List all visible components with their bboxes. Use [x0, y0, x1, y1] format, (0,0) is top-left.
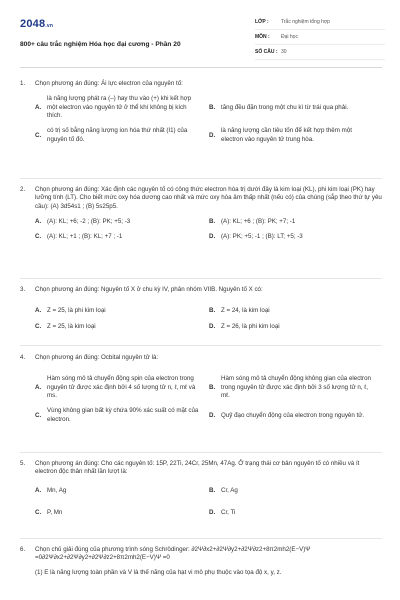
- question-divider: [20, 278, 382, 279]
- question-divider: [20, 345, 382, 346]
- site-logo[interactable]: [20, 17, 53, 32]
- option-letter: A.: [35, 486, 42, 494]
- document-meta: [255, 15, 385, 60]
- meta-count-value: 30: [281, 48, 287, 55]
- option-text: (A): KL; +6; -2 ; (B): PK; +5; -3: [47, 218, 131, 226]
- logo-text: 2048: [20, 18, 46, 30]
- option-b[interactable]: [209, 218, 383, 226]
- document-title: 800+ câu trắc nghiệm Hóa học đại cương - Phần 20: [20, 41, 181, 48]
- question-1: [20, 80, 382, 144]
- option-letter: C.: [35, 509, 42, 517]
- option-b[interactable]: [209, 95, 383, 120]
- question-text: Chọn phương án đúng: Nguyên tố X ở chu kỳ IV, phân nhóm VIIB. Nguyên tố X có:: [35, 286, 263, 293]
- meta-class-row: [255, 15, 385, 30]
- question-5: [20, 460, 382, 517]
- option-letter: B.: [209, 218, 216, 226]
- option-letter: C.: [35, 233, 42, 241]
- option-d[interactable]: [209, 509, 383, 517]
- option-text: là năng lượng phát ra (–) hay thu vào (+) khi kết hợp một electron vào nguyên tử ở thể khí không bị kích thích.: [47, 95, 192, 120]
- option-text: là năng lượng cần tiêu tốn để kết hợp thêm một electron vào nguyên tử trung hòa.: [221, 127, 352, 143]
- option-letter: A.: [35, 218, 42, 226]
- option-c[interactable]: [35, 127, 209, 144]
- answer-options: [35, 218, 382, 242]
- meta-class-value: Trắc nghiệm tổng hợp: [281, 18, 330, 25]
- option-letter: C.: [35, 411, 42, 419]
- document-header: [20, 10, 382, 68]
- option-letter: B.: [209, 486, 216, 494]
- option-letter: B.: [209, 307, 216, 315]
- option-text: Z = 26, là phi kim loại: [221, 322, 280, 330]
- option-text: P, Mn: [47, 509, 63, 517]
- option-letter: A.: [35, 103, 42, 111]
- option-a[interactable]: [35, 218, 209, 226]
- option-text: Hàm sóng mô tả chuyển động không gian của electron trong nguyên tử được xác định bởi 3 số lượng tử n, ℓ, mℓ.: [221, 375, 371, 400]
- option-a[interactable]: [35, 95, 209, 120]
- answer-options: [35, 307, 382, 331]
- option-text: Quỹ đạo chuyển động của electron trong nguyên tử.: [221, 411, 365, 419]
- option-b[interactable]: [209, 375, 383, 400]
- option-text: (A): PK; +5; -1 ; (B): LT; +5; -3: [221, 233, 303, 241]
- option-text: (A): KL; +1 ; (B): KL; +7 ; -1: [47, 233, 123, 241]
- option-d[interactable]: [209, 127, 383, 144]
- option-letter: D.: [209, 131, 216, 139]
- option-letter: C.: [35, 322, 42, 330]
- option-letter: B.: [209, 383, 216, 391]
- option-letter: A.: [35, 307, 42, 315]
- question-number: 3.: [20, 286, 26, 293]
- meta-count-row: [255, 45, 385, 60]
- question-text: Chọn phương án đúng: Xác định các nguyên tố có công thức electron hóa trị dưới đây là kim loại (KL), phi kim loại (PK) hay lưỡng tính (LT). Cho biết mức oxy hóa dương cao nhất và mức oxy hóa âm thấp nhất (nếu có) của chúng (sắp theo thứ tự yêu cầu): (A) 3d54s1 ; (B) 5s25p5.: [35, 186, 382, 210]
- option-text: Cr, Ti: [221, 509, 236, 517]
- meta-count-label: SỐ CÂU :: [255, 48, 278, 55]
- question-2: [20, 186, 382, 242]
- header-divider: [20, 67, 382, 68]
- option-a[interactable]: [35, 375, 209, 400]
- meta-subject-row: [255, 30, 385, 45]
- option-text: Mn, Ag: [47, 486, 67, 494]
- answer-options: [35, 375, 382, 424]
- option-text: có trị số bằng năng lượng ion hóa thứ nhất (I1) của nguyên tố đó.: [47, 127, 188, 143]
- question-divider: [20, 178, 382, 179]
- question-6: [20, 546, 382, 577]
- option-letter: B.: [209, 103, 216, 111]
- meta-subject-label: MÔN :: [255, 33, 270, 40]
- question-number: 1.: [20, 80, 26, 87]
- question-text: Chọn chủ giải đúng của phương trình sóng Schrödinger: ∂2Ψ∂x2+∂2Ψ∂y2+∂2Ψ∂z2+8π2mh2(E−V)Ψ =0∂2Ψ∂x2+∂2Ψ∂y2+∂2Ψ∂z2+8π2mh2(E−V)Ψ =0: [35, 546, 311, 562]
- option-text: (A): KL; +6 ; (B): PK; +7; -1: [221, 218, 296, 226]
- answer-options: [35, 487, 382, 518]
- question-text: Chọn phương án đúng: Ái lực electron của nguyên tố:: [35, 80, 183, 87]
- question-number: 6.: [20, 546, 26, 553]
- option-d[interactable]: [209, 233, 383, 241]
- question-statement: (1) E là năng lượng toàn phần và V là thế năng của hạt vi mô phụ thuộc vào tọa độ x, y, z.: [35, 568, 282, 576]
- option-b[interactable]: [209, 487, 383, 495]
- question-divider: [20, 538, 382, 539]
- option-text: Z = 24, là kim loại: [221, 307, 270, 315]
- option-letter: D.: [209, 322, 216, 330]
- option-text: Z = 25, là kim loại: [47, 322, 96, 330]
- question-number: 4.: [20, 354, 26, 361]
- option-letter: D.: [209, 509, 216, 517]
- option-letter: A.: [35, 383, 42, 391]
- option-letter: D.: [209, 233, 216, 241]
- question-4: [20, 354, 382, 424]
- option-letter: D.: [209, 411, 216, 419]
- option-letter: C.: [35, 131, 42, 139]
- meta-class-label: LỚP :: [255, 18, 269, 25]
- question-3: [20, 286, 382, 331]
- option-d[interactable]: [209, 407, 383, 424]
- option-c[interactable]: [35, 233, 209, 241]
- option-text: Vùng không gian bất kỳ chứa 90% xác suất có mặt của electron.: [47, 407, 199, 423]
- question-divider: [20, 452, 382, 453]
- logo-suffix: .vn: [45, 23, 54, 29]
- option-a[interactable]: [35, 487, 209, 495]
- question-number: 5.: [20, 460, 26, 467]
- option-b[interactable]: [209, 307, 383, 315]
- option-text: Z = 25, là phi kim loại: [47, 307, 106, 315]
- option-c[interactable]: [35, 407, 209, 424]
- answer-options: [35, 95, 382, 144]
- option-c[interactable]: [35, 509, 209, 517]
- meta-subject-value: Đại học: [281, 33, 298, 40]
- option-d[interactable]: [209, 323, 383, 331]
- question-text: Chọn phương án đúng: Cho các nguyên tố: 15P, 22Ti, 24Cr, 25Mn, 47Ag. Ở trạng thái cơ bản nguyên tố có nhiều và ít electron độc thân nhất lần lượt là:: [35, 460, 360, 476]
- question-number: 2.: [20, 186, 26, 193]
- option-text: Cr, Ag: [221, 486, 238, 494]
- question-text: Chọn phương án đúng: Ocbital nguyên tử là:: [35, 354, 159, 361]
- option-text: Hàm sóng mô tả chuyển động spin của electron trong nguyên tử được xác định bởi 4 số lượng tử n, ℓ, mℓ và ms.: [47, 375, 196, 400]
- option-c[interactable]: [35, 323, 209, 331]
- option-a[interactable]: [35, 307, 209, 315]
- option-text: tăng đều đặn trong một chu kì từ trái qua phải.: [221, 103, 349, 111]
